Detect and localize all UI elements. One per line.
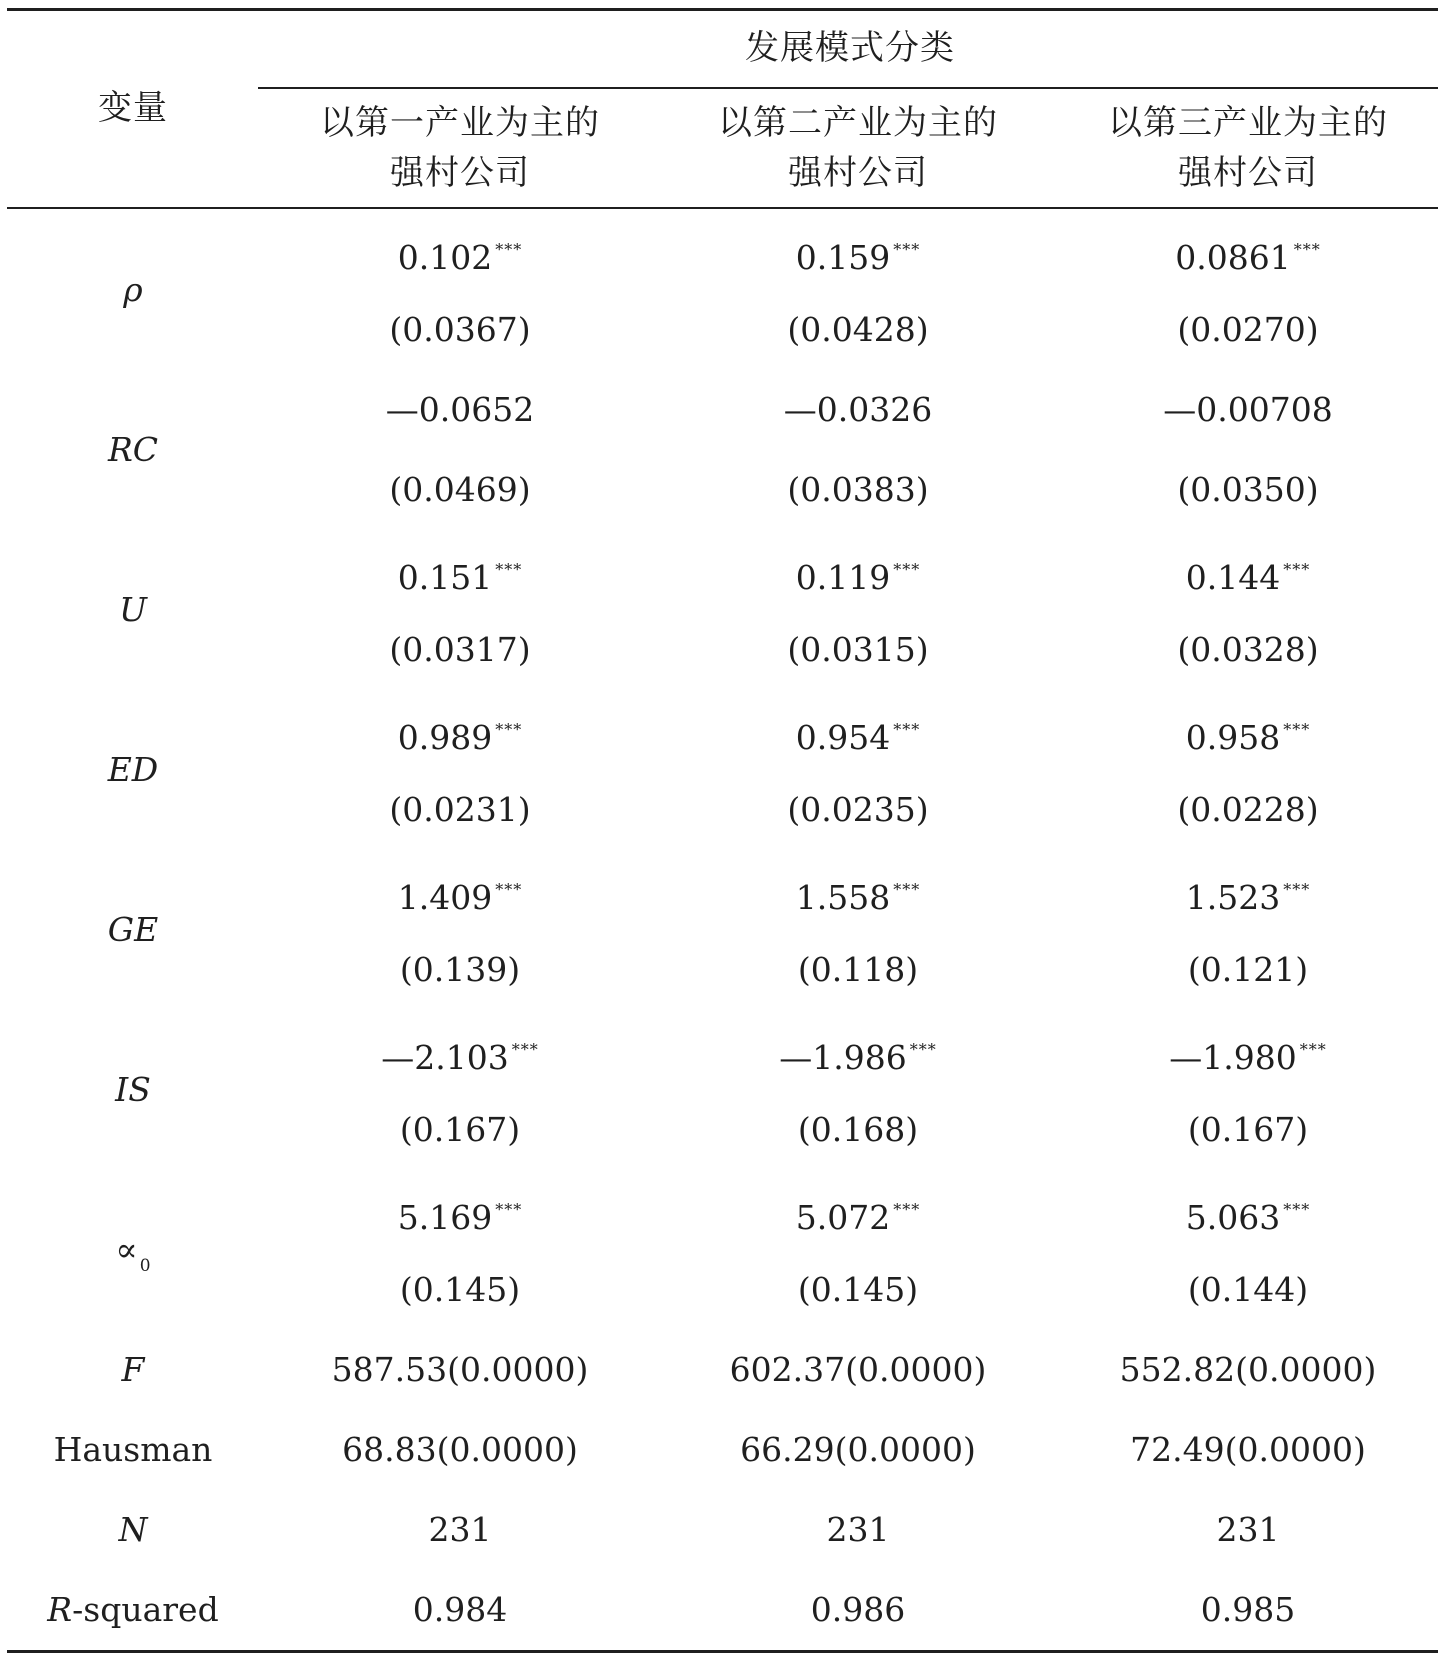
- variable-name: ∝: [115, 1230, 138, 1269]
- coefficient-value: 0.119: [795, 558, 891, 597]
- coefficient-cell: [386, 390, 534, 430]
- coefficient-value: 5.169: [397, 1198, 493, 1237]
- significance-stars: ***: [495, 560, 523, 579]
- statistic-cell: 0.984: [412, 1590, 508, 1629]
- coefficient-cell: [381, 1030, 538, 1078]
- column-header-secondary-line2: 强村公司: [788, 153, 928, 193]
- coefficient-value: —0.0652: [385, 390, 535, 429]
- significance-stars: ***: [495, 240, 523, 259]
- coefficient-cell: [1186, 870, 1310, 918]
- coefficient-cell: [796, 1190, 920, 1238]
- standard-error-cell: (0.0383): [787, 470, 929, 509]
- significance-stars: ***: [893, 880, 921, 899]
- significance-stars: ***: [1299, 1040, 1327, 1059]
- variable-subscript: 0: [139, 1256, 151, 1276]
- coefficient-cell: [398, 550, 522, 598]
- statistic-cell: 0.986: [810, 1590, 906, 1629]
- standard-error-cell: (0.145): [399, 1270, 521, 1309]
- significance-stars: ***: [1283, 880, 1311, 899]
- coefficient-cell: [1169, 1030, 1326, 1078]
- coefficient-value: 0.151: [397, 558, 493, 597]
- coefficient-cell: [796, 550, 920, 598]
- standard-error-cell: (0.0235): [787, 790, 929, 829]
- coefficient-value: —1.986: [779, 1038, 907, 1077]
- statistic-label: [54, 1430, 213, 1470]
- variable-name: U: [119, 590, 147, 629]
- statistic-name: Hausman: [53, 1430, 213, 1469]
- statistic-cell: 587.53(0.0000): [331, 1350, 589, 1389]
- coefficient-cell: [1175, 230, 1320, 278]
- variable-name: IS: [115, 1070, 151, 1109]
- standard-error-cell: (0.121): [1187, 950, 1309, 989]
- table-top-rule: [7, 8, 1438, 11]
- coefficient-value: 1.523: [1185, 878, 1281, 917]
- coefficient-cell: [1186, 1190, 1310, 1238]
- column-header-tertiary: [1108, 98, 1388, 198]
- statistic-cell: 602.37(0.0000): [729, 1350, 987, 1389]
- coefficient-value: 0.102: [397, 238, 493, 277]
- coefficient-value: 5.072: [795, 1198, 891, 1237]
- statistic-name-suffix: -squared: [72, 1590, 219, 1629]
- statistic-label: [119, 1510, 148, 1550]
- coefficient-value: —0.0326: [783, 390, 933, 429]
- coefficient-cell: [796, 230, 920, 278]
- variable-label: [115, 1230, 150, 1286]
- variable-name: ED: [107, 750, 159, 789]
- significance-stars: ***: [1283, 560, 1311, 579]
- coefficient-cell: [784, 390, 932, 430]
- variable-label: [108, 430, 158, 470]
- column-header-secondary: [718, 98, 998, 198]
- coefficient-cell: [1186, 550, 1310, 598]
- coefficient-value: 1.558: [795, 878, 891, 917]
- coefficient-cell: [398, 1190, 522, 1238]
- statistic-cell: 66.29(0.0000): [740, 1430, 976, 1469]
- coefficient-value: —2.103: [381, 1038, 509, 1077]
- header-bottom-rule: [7, 207, 1438, 209]
- group-header: 发展模式分类: [745, 28, 955, 68]
- significance-stars: ***: [1293, 240, 1321, 259]
- significance-stars: ***: [909, 1040, 937, 1059]
- standard-error-cell: (0.0350): [1177, 470, 1319, 509]
- standard-error-cell: (0.167): [399, 1110, 521, 1149]
- significance-stars: ***: [495, 720, 523, 739]
- statistic-name: N: [118, 1510, 148, 1549]
- standard-error-cell: (0.0270): [1177, 310, 1319, 349]
- standard-error-cell: (0.118): [797, 950, 919, 989]
- coefficient-cell: [779, 1030, 936, 1078]
- standard-error-cell: (0.0317): [389, 630, 531, 669]
- variable-name: RC: [107, 430, 159, 469]
- statistic-label: [122, 1350, 145, 1390]
- coefficient-cell: [398, 230, 522, 278]
- coefficient-value: 0.0861: [1175, 238, 1291, 277]
- significance-stars: ***: [495, 1200, 523, 1219]
- coefficient-cell: [796, 870, 920, 918]
- coefficient-value: 5.063: [1185, 1198, 1281, 1237]
- variable-name: GE: [107, 910, 159, 949]
- statistic-cell: 231: [826, 1510, 890, 1549]
- significance-stars: ***: [893, 240, 921, 259]
- standard-error-cell: (0.0228): [1177, 790, 1319, 829]
- standard-error-cell: (0.139): [399, 950, 521, 989]
- statistic-cell: 72.49(0.0000): [1130, 1430, 1366, 1469]
- coefficient-value: —0.00708: [1163, 390, 1333, 429]
- standard-error-cell: (0.0231): [389, 790, 531, 829]
- standard-error-cell: (0.0328): [1177, 630, 1319, 669]
- statistic-cell: 552.82(0.0000): [1119, 1350, 1377, 1389]
- coefficient-value: 0.144: [1185, 558, 1281, 597]
- coefficient-value: 0.159: [795, 238, 891, 277]
- standard-error-cell: (0.0469): [389, 470, 531, 509]
- column-header-secondary-line1: 以第二产业为主的: [718, 103, 998, 143]
- coefficient-value: 0.954: [795, 718, 891, 757]
- variable-label: [115, 1070, 151, 1110]
- variable-name: ρ: [123, 270, 143, 309]
- statistic-cell: 231: [1216, 1510, 1280, 1549]
- variable-label: [123, 270, 142, 310]
- table-bottom-rule: [7, 1650, 1438, 1653]
- statistic-cell: 68.83(0.0000): [342, 1430, 578, 1469]
- standard-error-cell: (0.0367): [389, 310, 531, 349]
- column-header-tertiary-line2: 强村公司: [1178, 153, 1318, 193]
- standard-error-cell: (0.144): [1187, 1270, 1309, 1309]
- column-header-tertiary-line1: 以第三产业为主的: [1108, 103, 1388, 143]
- statistic-name: R: [47, 1590, 73, 1629]
- column-header-primary-line2: 强村公司: [390, 153, 530, 193]
- standard-error-cell: (0.0315): [787, 630, 929, 669]
- statistic-cell: 231: [428, 1510, 492, 1549]
- coefficient-cell: [398, 870, 522, 918]
- column-header-primary: [320, 98, 600, 198]
- coefficient-value: 1.409: [397, 878, 493, 917]
- standard-error-cell: (0.167): [1187, 1110, 1309, 1149]
- variable-label: [119, 590, 147, 630]
- significance-stars: ***: [1283, 1200, 1311, 1219]
- significance-stars: ***: [511, 1040, 539, 1059]
- coefficient-cell: [796, 710, 920, 758]
- significance-stars: ***: [1283, 720, 1311, 739]
- statistic-name: F: [121, 1350, 145, 1389]
- significance-stars: ***: [893, 720, 921, 739]
- coefficient-value: —1.980: [1169, 1038, 1297, 1077]
- significance-stars: ***: [495, 880, 523, 899]
- coefficient-value: 0.958: [1185, 718, 1281, 757]
- coefficient-cell: [1186, 710, 1310, 758]
- row-label-header: 变量: [98, 88, 168, 128]
- coefficient-value: 0.989: [397, 718, 493, 757]
- significance-stars: ***: [893, 1200, 921, 1219]
- statistic-label: [47, 1590, 218, 1630]
- group-header-rule: [258, 87, 1438, 89]
- variable-label: [108, 910, 158, 950]
- variable-label: [108, 750, 159, 790]
- standard-error-cell: (0.145): [797, 1270, 919, 1309]
- standard-error-cell: (0.0428): [787, 310, 929, 349]
- column-header-primary-line1: 以第一产业为主的: [320, 103, 600, 143]
- standard-error-cell: (0.168): [797, 1110, 919, 1149]
- significance-stars: ***: [893, 560, 921, 579]
- coefficient-cell: [398, 710, 522, 758]
- coefficient-cell: [1163, 390, 1332, 430]
- statistic-cell: 0.985: [1200, 1590, 1296, 1629]
